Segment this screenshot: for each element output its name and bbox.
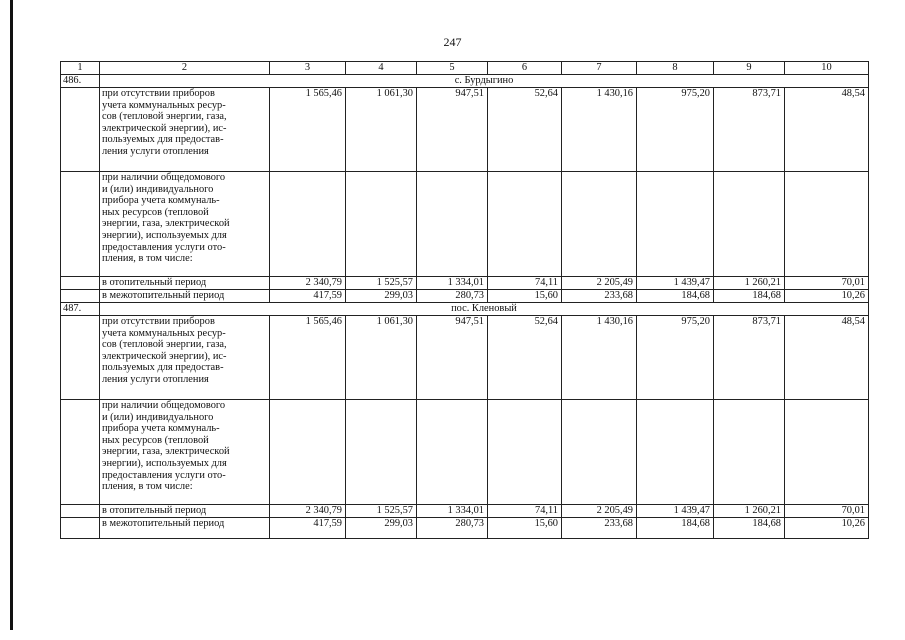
description-line: электрической энергии), ис-	[102, 122, 227, 134]
description-line: энергии), используемых для	[102, 229, 227, 241]
header-cell: 4	[346, 62, 417, 75]
tariff-table	[60, 61, 869, 539]
description-line: ных ресурсов (тепловой	[102, 434, 209, 446]
value-cell: 1 260,21	[714, 277, 785, 290]
index-cell	[61, 505, 100, 518]
value-cell: 2 205,49	[562, 505, 637, 518]
description-line: прибора учета коммуналь-	[102, 195, 220, 207]
header-cell: 2	[100, 62, 270, 75]
page-number: 247	[443, 35, 462, 49]
description-line: пления, в том числе:	[102, 253, 193, 265]
value-cell	[488, 172, 562, 277]
value-cell: 417,59	[270, 290, 346, 303]
header-cell: 6	[488, 62, 562, 75]
row-description	[100, 316, 270, 400]
description-line: при отсутствии приборов	[102, 88, 215, 99]
description-line: в межотопительный период	[102, 290, 225, 301]
value-cell: 280,73	[417, 518, 488, 539]
index-cell	[61, 290, 100, 303]
value-cell: 873,71	[714, 316, 785, 400]
value-cell: 233,68	[562, 518, 637, 539]
row-description	[100, 518, 270, 539]
value-cell	[714, 400, 785, 505]
description-line: и (или) индивидуального	[102, 411, 214, 423]
description-line: и (или) индивидуального	[102, 183, 214, 195]
description-line: в отопительный период	[102, 277, 207, 288]
header-cell: 8	[637, 62, 714, 75]
value-cell: 1 525,57	[346, 505, 417, 518]
index-cell	[61, 172, 100, 277]
header-cell: 9	[714, 62, 785, 75]
value-cell: 10,26	[785, 290, 869, 303]
description-line: сов (тепловой энергии, газа,	[102, 339, 227, 351]
row-description	[100, 277, 270, 290]
description-line: ных ресурсов (тепловой	[102, 206, 209, 218]
page-binding-edge	[10, 0, 13, 630]
description-line: в отопительный период	[102, 505, 207, 516]
index-cell	[61, 277, 100, 290]
value-cell	[562, 400, 637, 505]
table-row	[61, 316, 869, 400]
value-cell: 1 061,30	[346, 88, 417, 172]
value-cell	[270, 172, 346, 277]
value-cell: 10,26	[785, 518, 869, 539]
description-line: пользуемых для предостав-	[102, 362, 224, 374]
header-cell: 7	[562, 62, 637, 75]
value-cell	[417, 400, 488, 505]
location-name: с. Бурдыгино	[100, 75, 869, 88]
header-cell: 5	[417, 62, 488, 75]
description-line: ления услуги отопления	[102, 373, 209, 385]
table-body	[61, 62, 869, 539]
value-cell: 2 340,79	[270, 277, 346, 290]
description-line: учета коммунальных ресур-	[102, 99, 226, 111]
header-cell: 1	[61, 62, 100, 75]
value-cell: 233,68	[562, 290, 637, 303]
description-line: ления услуги отопления	[102, 145, 209, 157]
value-cell: 74,11	[488, 505, 562, 518]
value-cell: 1 525,57	[346, 277, 417, 290]
table-row	[61, 172, 869, 277]
header-cell: 10	[785, 62, 869, 75]
value-cell: 299,03	[346, 290, 417, 303]
value-cell: 947,51	[417, 316, 488, 400]
value-cell: 70,01	[785, 277, 869, 290]
description-line: в межотопительный период	[102, 518, 225, 529]
row-description	[100, 505, 270, 518]
table-row	[61, 290, 869, 303]
value-cell: 947,51	[417, 88, 488, 172]
value-cell: 1 260,21	[714, 505, 785, 518]
row-description	[100, 400, 270, 505]
value-cell: 184,68	[637, 518, 714, 539]
section-index: 486.	[61, 75, 100, 88]
value-cell: 184,68	[637, 290, 714, 303]
value-cell	[637, 172, 714, 277]
value-cell: 184,68	[714, 518, 785, 539]
value-cell: 52,64	[488, 88, 562, 172]
row-description	[100, 290, 270, 303]
index-cell	[61, 518, 100, 539]
value-cell: 975,20	[637, 88, 714, 172]
value-cell: 48,54	[785, 316, 869, 400]
value-cell: 2 205,49	[562, 277, 637, 290]
value-cell: 1 439,47	[637, 505, 714, 518]
index-cell	[61, 316, 100, 400]
index-cell	[61, 88, 100, 172]
value-cell: 1 430,16	[562, 316, 637, 400]
row-description	[100, 172, 270, 277]
description-line: при наличии общедомового	[102, 400, 226, 411]
value-cell	[346, 172, 417, 277]
value-cell: 417,59	[270, 518, 346, 539]
value-cell: 1 565,46	[270, 88, 346, 172]
description-line: учета коммунальных ресур-	[102, 327, 226, 339]
value-cell: 184,68	[714, 290, 785, 303]
value-cell: 48,54	[785, 88, 869, 172]
value-cell	[488, 400, 562, 505]
location-row	[61, 75, 869, 88]
section-index: 487.	[61, 303, 100, 316]
description-line: энергии), используемых для	[102, 457, 227, 469]
value-cell: 15,60	[488, 518, 562, 539]
location-name: пос. Кленовый	[100, 303, 869, 316]
value-cell: 299,03	[346, 518, 417, 539]
value-cell: 1 061,30	[346, 316, 417, 400]
description-line: энергии, газа, электрической	[102, 218, 230, 230]
description-line: пления, в том числе:	[102, 481, 193, 493]
value-cell: 1 334,01	[417, 277, 488, 290]
value-cell: 873,71	[714, 88, 785, 172]
value-cell	[417, 172, 488, 277]
value-cell	[562, 172, 637, 277]
table-row	[61, 277, 869, 290]
table-row	[61, 400, 869, 505]
header-row	[61, 62, 869, 75]
value-cell	[785, 400, 869, 505]
value-cell: 1 565,46	[270, 316, 346, 400]
value-cell: 975,20	[637, 316, 714, 400]
description-line: при отсутствии приборов	[102, 316, 215, 327]
value-cell	[785, 172, 869, 277]
description-line: при наличии общедомового	[102, 172, 226, 183]
value-cell: 52,64	[488, 316, 562, 400]
value-cell	[270, 400, 346, 505]
table-row	[61, 518, 869, 539]
value-cell	[637, 400, 714, 505]
value-cell: 1 439,47	[637, 277, 714, 290]
description-line: электрической энергии), ис-	[102, 350, 227, 362]
description-line: энергии, газа, электрической	[102, 446, 230, 458]
value-cell: 74,11	[488, 277, 562, 290]
value-cell: 2 340,79	[270, 505, 346, 518]
value-cell: 280,73	[417, 290, 488, 303]
value-cell: 1 334,01	[417, 505, 488, 518]
value-cell	[346, 400, 417, 505]
description-line: пользуемых для предостав-	[102, 134, 224, 146]
value-cell	[714, 172, 785, 277]
value-cell: 70,01	[785, 505, 869, 518]
description-line: прибора учета коммуналь-	[102, 423, 220, 435]
value-cell: 15,60	[488, 290, 562, 303]
row-description	[100, 88, 270, 172]
table-row	[61, 505, 869, 518]
description-line: предоставления услуги ото-	[102, 241, 226, 253]
location-row	[61, 303, 869, 316]
value-cell: 1 430,16	[562, 88, 637, 172]
description-line: предоставления услуги ото-	[102, 469, 226, 481]
table-row	[61, 88, 869, 172]
description-line: сов (тепловой энергии, газа,	[102, 111, 227, 123]
index-cell	[61, 400, 100, 505]
header-cell: 3	[270, 62, 346, 75]
